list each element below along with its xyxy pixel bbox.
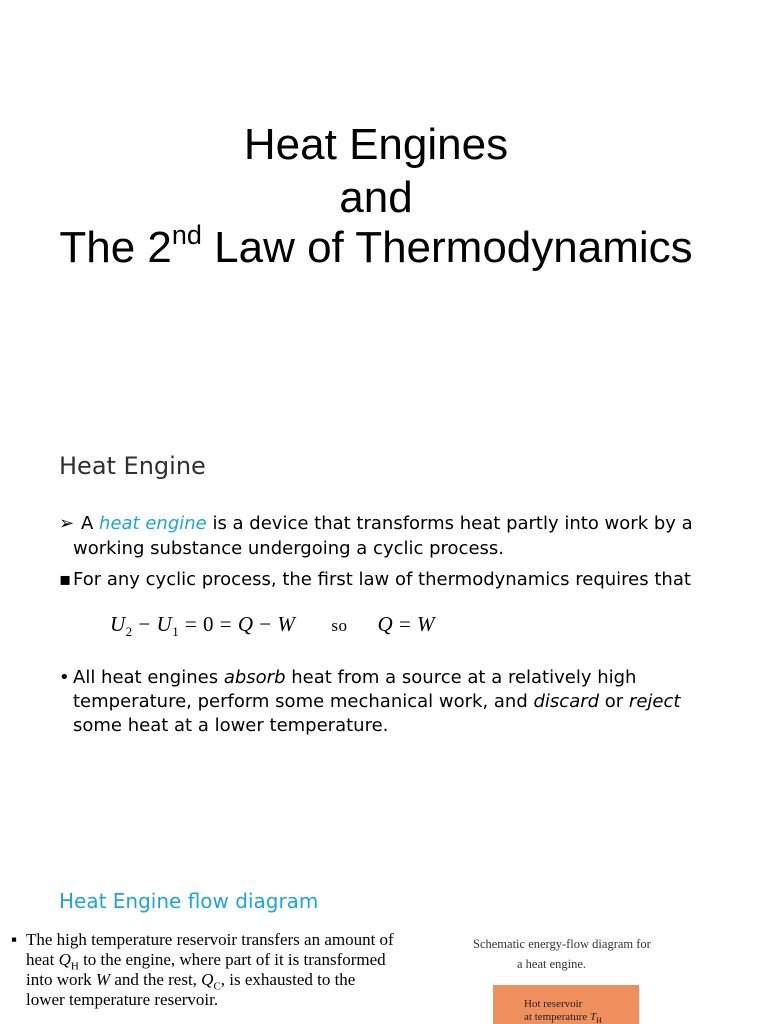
flow-line3-post: , is exhausted to the	[220, 970, 356, 989]
eq-u1: U	[156, 612, 173, 636]
square-bullet-icon: ▪	[59, 569, 72, 590]
eq-q2: Q	[377, 612, 394, 636]
bullet-first-law	[59, 567, 691, 592]
diagram-caption-line2: a heat engine.	[517, 957, 587, 971]
title-line-3-post: Law of Thermodynamics	[201, 223, 693, 272]
eq-sub1: 1	[172, 624, 180, 640]
absorb-emphasis: absorb	[223, 667, 286, 688]
eq-so: so	[331, 616, 348, 635]
flow-line2-pre: heat	[26, 950, 59, 969]
reservoir-line2	[524, 1011, 602, 1024]
bullet3-line2-mid: or	[599, 691, 629, 712]
reject-emphasis: reject	[628, 691, 681, 712]
bullet3-line2-pre: temperature, perform some mechanical work, and	[73, 691, 534, 712]
flow-line3-pre: into work	[26, 970, 96, 989]
qh-subscript: H	[70, 960, 79, 973]
hot-reservoir-box	[493, 985, 639, 1024]
w-symbol: W	[95, 970, 111, 989]
eq-minus1: −	[132, 612, 157, 636]
flow-line3-mid: and the rest,	[110, 970, 202, 989]
reservoir-line1: Hot reservoir	[524, 998, 583, 1010]
reservoir-line2-pre: at temperature	[524, 1011, 590, 1023]
qh-symbol: Q	[58, 950, 71, 969]
heat-engine-highlight: heat engine	[99, 513, 207, 534]
diagram-caption-line1: Schematic energy-flow diagram for	[473, 937, 651, 951]
flow-bullet-line4: lower temperature reservoir.	[26, 990, 219, 1009]
bullet2-text: For any cyclic process, the first law of thermodynamics requires that	[73, 569, 691, 590]
flow-line1-text: The high temperature reservoir transfers an amount of	[26, 930, 394, 949]
eq-u2: U	[110, 612, 126, 636]
eq-w2: W	[417, 612, 436, 636]
bullet3-line2	[73, 689, 680, 714]
bullet-all-heat-engines	[59, 665, 636, 690]
title-line-3-pre: The 2	[59, 223, 172, 272]
flow-line2-post: to the engine, where part of it is transformed	[78, 950, 386, 969]
eq-sub2: 2	[125, 624, 133, 640]
eq-w: W	[277, 612, 296, 636]
bullet1-line2: working substance undergoing a cyclic process.	[73, 538, 504, 559]
section-heading-heat-engine: Heat Engine	[59, 452, 206, 480]
bullet1-suffix: is a device that transforms heat partly into work by a	[206, 513, 693, 534]
title-line-1: Heat Engines	[243, 120, 509, 169]
hot-reservoir-label	[524, 998, 602, 1024]
square-bullet-icon: ▪	[11, 930, 18, 949]
section-heading-flow-diagram: Heat Engine flow diagram	[59, 889, 319, 913]
bullet3-part1: All heat engines	[73, 667, 224, 688]
first-law-equation	[110, 612, 435, 640]
title-line-2: and	[339, 173, 413, 222]
bullet3-line3: some heat at a lower temperature.	[73, 715, 389, 736]
eq-minus2: −	[253, 612, 278, 636]
title-superscript: nd	[171, 220, 202, 251]
flow-bullet-line1	[11, 930, 394, 950]
eq-mid: = 0 =	[179, 612, 238, 636]
bullet-heat-engine-definition	[59, 511, 693, 536]
qc-subscript: C	[213, 980, 221, 993]
bullet1-prefix: A	[81, 513, 100, 534]
eq-q: Q	[237, 612, 254, 636]
th-symbol: T	[589, 1011, 597, 1023]
th-subscript: H	[596, 1016, 602, 1024]
eq-equals: =	[393, 612, 418, 636]
arrow-bullet-icon: ➢	[59, 513, 75, 534]
dot-bullet-icon: •	[59, 667, 70, 688]
discard-emphasis: discard	[533, 691, 600, 712]
qc-symbol: Q	[201, 970, 214, 989]
bullet3-part2: heat from a source at a relatively high	[285, 667, 637, 688]
title-line-3	[0, 222, 752, 274]
